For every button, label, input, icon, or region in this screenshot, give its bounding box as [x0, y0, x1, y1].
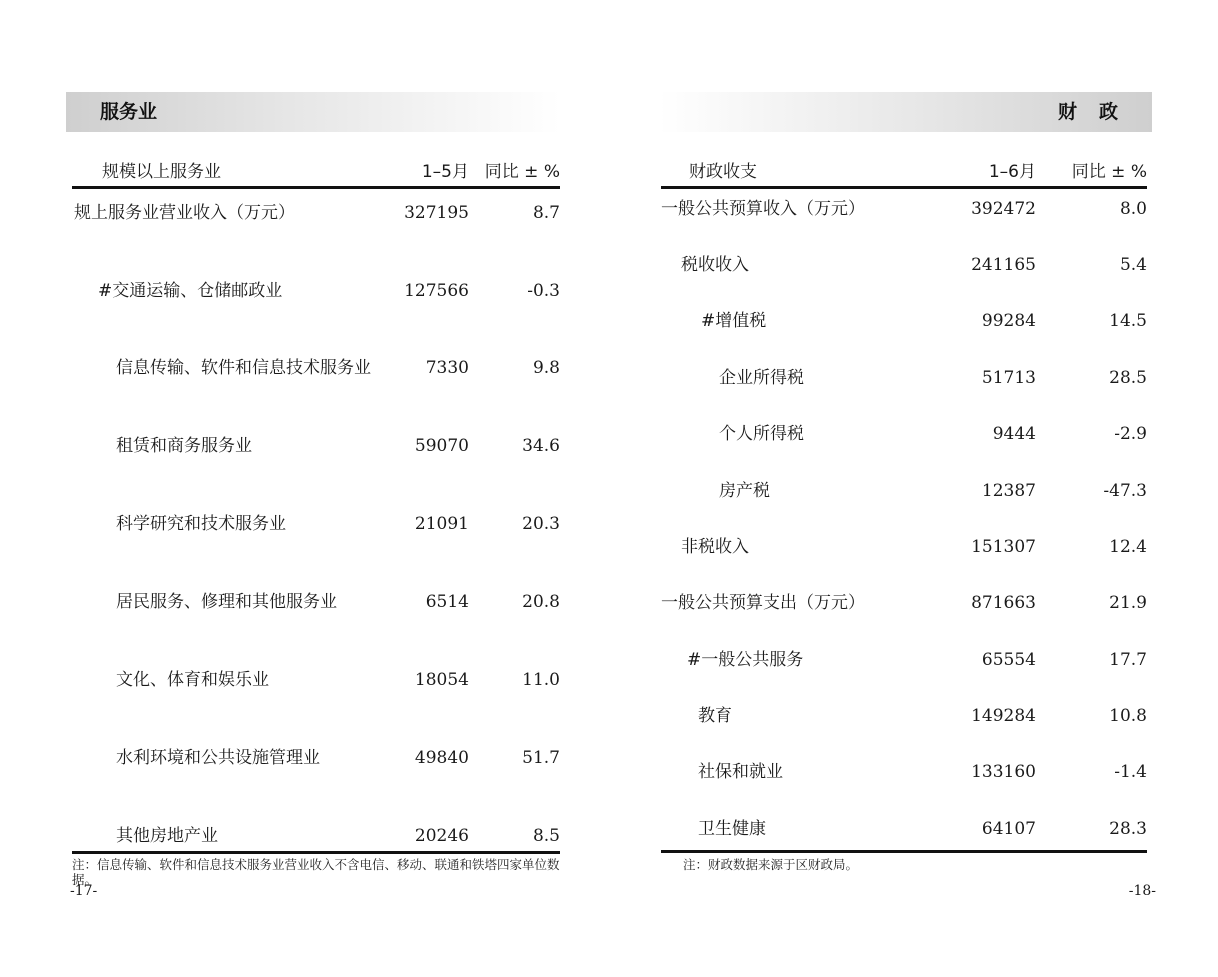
row-yoy: 34.6: [522, 436, 560, 456]
table-row: [661, 309, 1147, 333]
table-row: [661, 591, 1147, 615]
row-yoy: 17.7: [1109, 650, 1147, 670]
table-row: [72, 668, 560, 692]
table-row: [661, 704, 1147, 728]
section-header-services: [66, 92, 560, 132]
row-label: 社保和就业: [698, 762, 783, 782]
table-row: [661, 817, 1147, 841]
row-label: 租赁和商务服务业: [116, 436, 252, 456]
row-label: 教育: [698, 706, 732, 726]
table-row: [661, 479, 1147, 503]
table-row: [661, 535, 1147, 559]
row-label: 一般公共预算支出（万元）: [661, 593, 865, 613]
page-number: -18-: [1128, 883, 1156, 899]
row-value: 127566: [404, 281, 469, 301]
row-label: 企业所得税: [719, 368, 804, 388]
table-row: [661, 253, 1147, 277]
row-yoy: -2.9: [1114, 424, 1147, 444]
row-value: 51713: [981, 368, 1036, 388]
row-label: 个人所得税: [719, 424, 804, 444]
row-value: 149284: [971, 706, 1036, 726]
row-label: 文化、体育和娱乐业: [116, 670, 269, 690]
row-label: #一般公共服务: [687, 650, 804, 670]
table-row: [72, 434, 560, 458]
row-label: 一般公共预算收入（万元）: [661, 199, 865, 219]
table-row: [72, 356, 560, 380]
row-yoy: 11.0: [522, 670, 560, 690]
table-row: [72, 279, 560, 303]
row-value: 21091: [414, 514, 469, 534]
row-value: 65554: [981, 650, 1036, 670]
table-row: [661, 366, 1147, 390]
row-yoy: -1.4: [1114, 762, 1147, 782]
row-yoy: 8.0: [1119, 199, 1147, 219]
table-row: [72, 746, 560, 770]
table-row: [661, 648, 1147, 672]
row-value: 6514: [425, 592, 469, 612]
row-yoy: 5.4: [1119, 255, 1147, 275]
row-label: #增值税: [701, 311, 767, 331]
row-yoy: 9.8: [532, 358, 560, 378]
section-header-finance: [659, 92, 1152, 132]
row-yoy: 12.4: [1109, 537, 1147, 557]
row-label: 水利环境和公共设施管理业: [116, 748, 320, 768]
table-header: [72, 158, 560, 189]
row-value: 7330: [425, 358, 469, 378]
table-row: [72, 590, 560, 614]
row-yoy: 20.8: [522, 592, 560, 612]
row-value: 12387: [981, 481, 1036, 501]
row-label: 非税收入: [681, 537, 749, 557]
row-label: 科学研究和技术服务业: [116, 514, 286, 534]
row-label: 房产税: [719, 481, 770, 501]
table-row: [661, 760, 1147, 784]
row-value: 241165: [971, 255, 1036, 275]
row-yoy: 8.7: [532, 203, 560, 223]
row-value: 99284: [981, 311, 1036, 331]
row-label: 税收收入: [681, 255, 749, 275]
row-value: 20246: [414, 826, 469, 846]
row-yoy: 14.5: [1109, 311, 1147, 331]
row-yoy: 51.7: [522, 748, 560, 768]
header-category: 规模以上服务业: [102, 162, 221, 182]
table-row: [72, 824, 560, 848]
page-number: -17-: [70, 883, 98, 899]
page-finance: [609, 0, 1218, 977]
header-yoy: 同比 ± %: [1071, 162, 1147, 182]
header-period: 1–6月: [988, 162, 1036, 182]
row-yoy: -0.3: [527, 281, 560, 301]
table-header: [661, 158, 1147, 189]
footnote: 注：财政数据来源于区财政局。: [683, 857, 859, 872]
row-yoy: 20.3: [522, 514, 560, 534]
row-value: 392472: [971, 199, 1036, 219]
row-value: 133160: [971, 762, 1036, 782]
row-value: 9444: [992, 424, 1036, 444]
row-value: 871663: [971, 593, 1036, 613]
row-yoy: 21.9: [1109, 593, 1147, 613]
table-row: [661, 197, 1147, 221]
table-row: [72, 512, 560, 536]
table-row: [72, 201, 560, 225]
row-value: 64107: [981, 819, 1036, 839]
row-value: 59070: [414, 436, 469, 456]
row-yoy: 28.5: [1109, 368, 1147, 388]
section-title: 财政: [1057, 101, 1140, 123]
row-label: 信息传输、软件和信息技术服务业: [116, 358, 371, 378]
row-label: 规上服务业营业收入（万元）: [74, 203, 295, 223]
row-label: 其他房地产业: [116, 826, 218, 846]
header-period: 1–5月: [421, 162, 469, 182]
row-label: 卫生健康: [698, 819, 766, 839]
table-row: [661, 422, 1147, 446]
row-yoy: 8.5: [532, 826, 560, 846]
row-value: 49840: [414, 748, 469, 768]
row-label: 居民服务、修理和其他服务业: [116, 592, 337, 612]
row-yoy: 10.8: [1109, 706, 1147, 726]
header-yoy: 同比 ± %: [484, 162, 560, 182]
finance-table: [661, 189, 1147, 853]
row-yoy: -47.3: [1103, 481, 1147, 501]
services-table: [72, 189, 560, 854]
footnote: 注：信息传输、软件和信息技术服务业营业收入不含电信、移动、联通和铁塔四家单位数据。: [72, 857, 560, 887]
section-title: 服务业: [100, 101, 158, 123]
header-category: 财政收支: [689, 162, 757, 182]
row-yoy: 28.3: [1109, 819, 1147, 839]
row-value: 18054: [414, 670, 469, 690]
row-label: #交通运输、仓储邮政业: [98, 281, 283, 301]
row-value: 151307: [971, 537, 1036, 557]
row-value: 327195: [404, 203, 469, 223]
